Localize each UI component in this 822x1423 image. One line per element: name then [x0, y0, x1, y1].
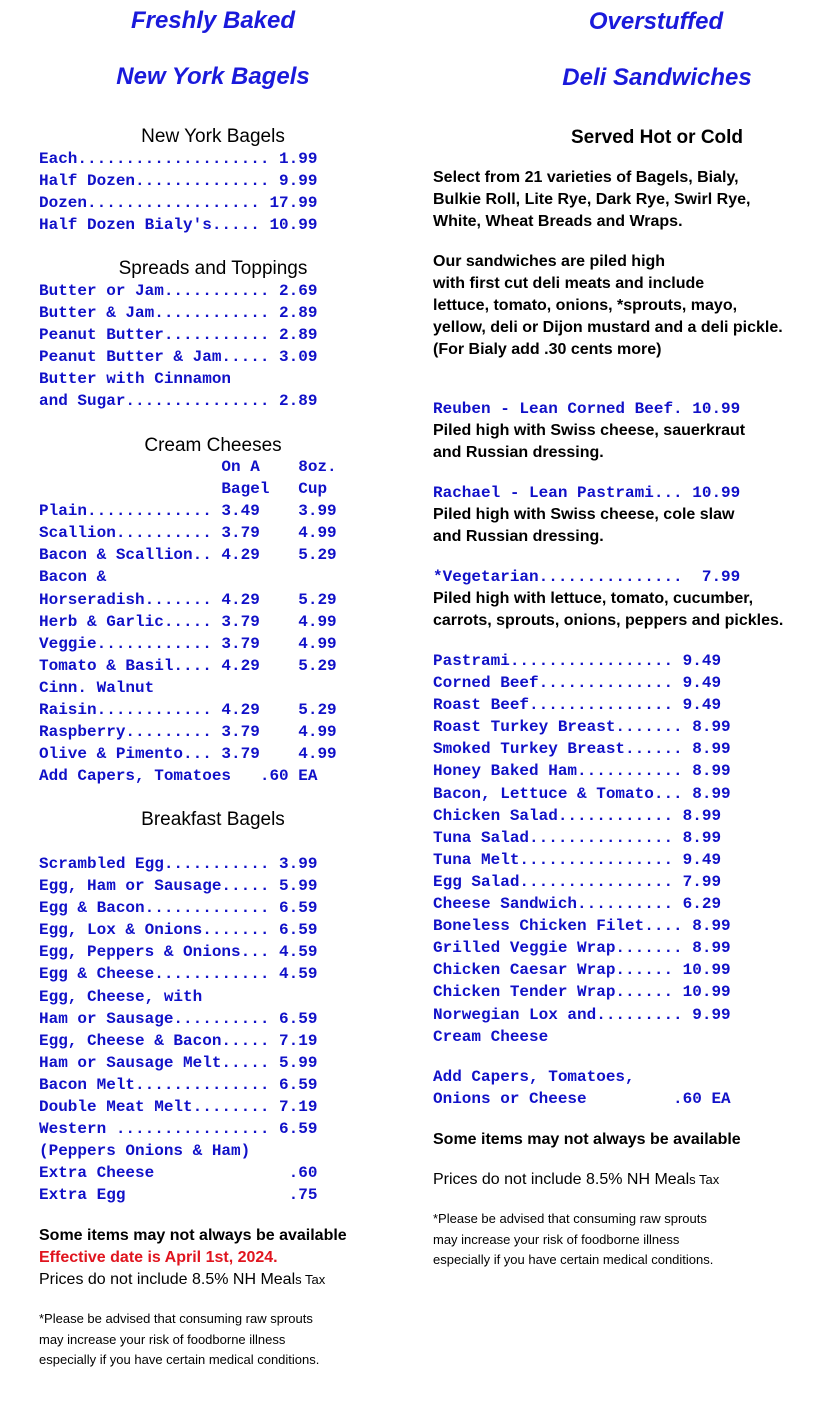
- special-reuben-name: Reuben - Lean Corned Beef. 10.99: [433, 400, 741, 418]
- bagels-price-list: Each.................... 1.99 Half Dozen.............. 9.99 Dozen.................. 17.99 Half Dozen Bialy's..... 10.99: [39, 150, 318, 235]
- left-heading-line2: New York Bagels: [116, 63, 310, 90]
- right-tax-note-tail: s Tax: [689, 1172, 720, 1187]
- left-sprouts-advisory: *Please be advised that consuming raw sprouts may increase your risk of foodborne illness especially if you have certain medical conditions.: [39, 1311, 320, 1367]
- left-tax-note: [39, 1269, 325, 1291]
- right-tax-note-main: Prices do not include 8.5% NH Meal: [433, 1171, 690, 1188]
- left-tax-note-main: Prices do not include 8.5% NH Meal: [39, 1271, 296, 1288]
- left-tax-note-tail: s Tax: [295, 1272, 326, 1287]
- breakfast-section-title: Breakfast Bagels: [141, 809, 285, 830]
- breakfast-price-list: Scrambled Egg........... 3.99 Egg, Ham or Sausage..... 5.99 Egg & Bacon............. 6.59 Egg, Lox & Onions....... 6.59 Egg, Peppers & Onions... 4.59 Egg & Cheese............ 4.59 Egg, Cheese, with Ham or Sausage.......... 6.59 Egg, Cheese & Bacon..... 7.19 Ham or Sausage Melt..... 5.99 Bacon Melt.............. 6.59 Double Meat Melt........ 7.19 Western ................ 6.59 (Peppers Onions & Ham) Extra Cheese .60 Extra Egg .75: [39, 855, 318, 1205]
- right-addons-note: Add Capers, Tomatoes, Onions or Cheese .60 EA: [433, 1068, 731, 1109]
- right-tax-note: [433, 1169, 719, 1191]
- served-hot-cold-subtitle: Served Hot or Cold: [570, 127, 744, 148]
- effective-date-note: Effective date is April 1st, 2024.: [39, 1249, 278, 1266]
- sandwich-price-list: Pastrami................. 9.49 Corned Beef.............. 9.49 Roast Beef............... 9.49 Roast Turkey Breast....... 8.99 Smoked Turkey Breast...... 8.99 Honey Baked Ham........... 8.99 Bacon, Lettuce & Tomato... 8.99 Chicken Salad............ 8.99 Tuna Salad............... 8.99 Tuna Melt................ 9.49 Egg Salad................ 7.99 Cheese Sandwich.......... 6.29 Boneless Chicken Filet.... 8.99 Grilled Veggie Wrap....... 8.99 Chicken Caesar Wrap...... 10.99 Chicken Tender Wrap...... 10.99 Norwegian Lox and......... 9.99 Cream Cheese: [433, 652, 731, 1046]
- spreads-section-title: Spreads and Toppings: [118, 258, 308, 279]
- bread-options-text: Select from 21 varieties of Bagels, Bialy, Bulkie Roll, Lite Rye, Dark Rye, Swirl Rye, White, Wheat Breads and Wraps.: [433, 169, 751, 230]
- special-reuben-desc: Piled high with Swiss cheese, sauerkraut and Russian dressing.: [433, 422, 746, 461]
- left-heading-line1: Freshly Baked: [130, 7, 296, 34]
- right-heading-line1: Overstuffed: [588, 8, 724, 35]
- special-rachael-desc: Piled high with Swiss cheese, cole slaw and Russian dressing.: [433, 506, 735, 545]
- right-availability-note: Some items may not always be available: [433, 1131, 741, 1148]
- left-availability-note: Some items may not always be available: [39, 1227, 347, 1244]
- cream-cheese-price-list: On A 8oz. Bagel Cup Plain............. 3.49 3.99 Scallion.......... 3.79 4.99 Bacon & Scallion.. 4.29 5.29 Bacon & Horseradish....... 4.29 5.29 Herb & Garlic..... 3.79 4.99 Veggie............ 3.79 4.99 Tomato & Basil.... 4.29 5.29 Cinn. Walnut Raisin............ 4.29 5.29 Raspberry......... 3.79 4.99 Olive & Pimento... 3.79 4.99 Add Capers, Tomatoes .60 EA: [39, 458, 337, 786]
- special-rachael-name: Rachael - Lean Pastrami... 10.99: [433, 484, 741, 502]
- sandwich-description-text: Our sandwiches are piled high with first cut deli meats and include lettuce, tomato, onions, *sprouts, mayo, yellow, deli or Dijon mustard and a deli pickle. (For Bialy add .30 cents more): [433, 253, 783, 358]
- cream-cheese-section-title: Cream Cheeses: [144, 435, 282, 456]
- special-vegetarian-name: *Vegetarian............... 7.99: [433, 568, 741, 586]
- right-heading-line2: Deli Sandwiches: [562, 64, 752, 91]
- bagels-section-title: New York Bagels: [141, 126, 285, 147]
- special-vegetarian-desc: Piled high with lettuce, tomato, cucumber, carrots, sprouts, onions, peppers and pickles.: [433, 590, 784, 629]
- spreads-price-list: Butter or Jam........... 2.69 Butter & Jam............ 2.89 Peanut Butter........... 2.89 Peanut Butter & Jam..... 3.09 Butter with Cinnamon and Sugar............... 2.89: [39, 282, 318, 411]
- right-sprouts-advisory: *Please be advised that consuming raw sprouts may increase your risk of foodborne illness especially if you have certain medical conditions.: [433, 1211, 714, 1267]
